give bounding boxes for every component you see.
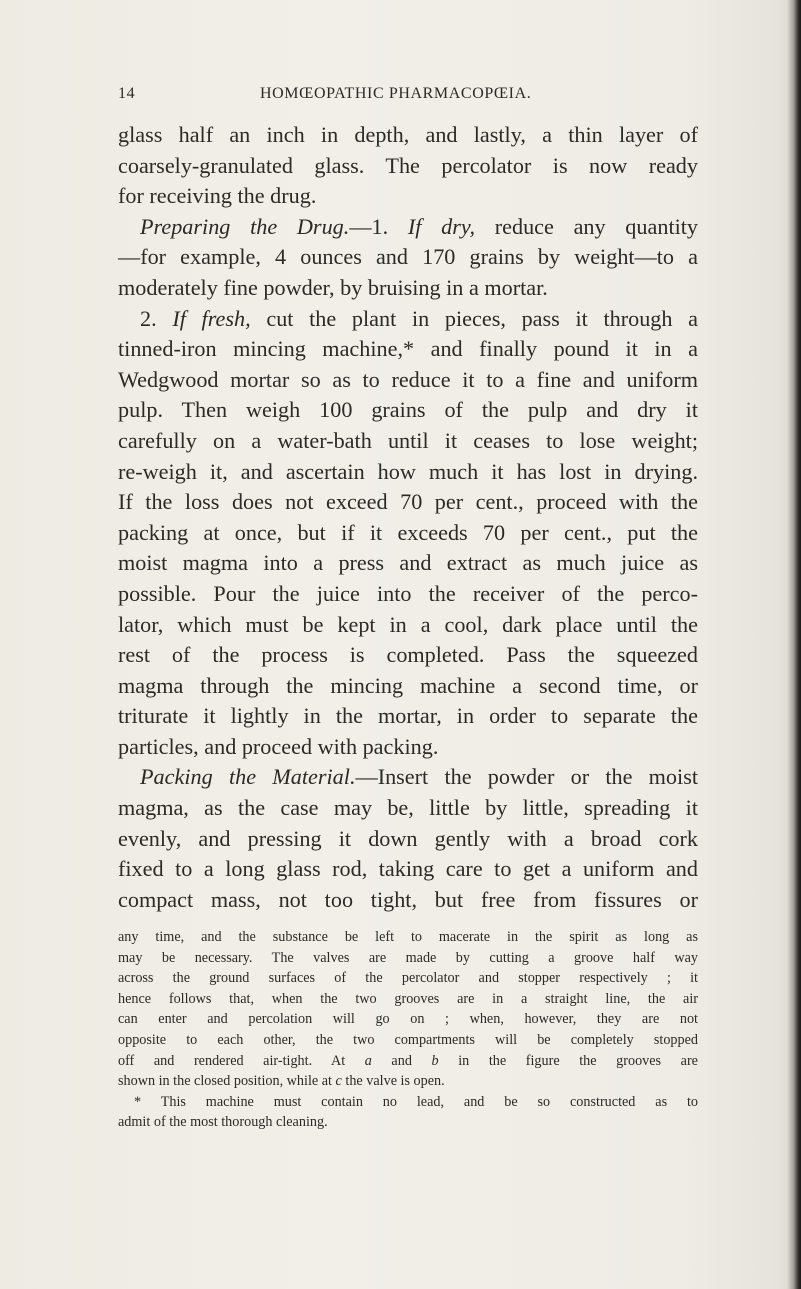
text-line: coarsely-granulated glass. The percolator is now ready [118, 152, 698, 178]
text-line: possible. Pour the juice into the receiver of the perco- [118, 580, 698, 606]
footnote-line: opposite to each other, the two compartments will be completely stopped [118, 1031, 698, 1048]
text-line: magma, as the case may be, little by little, spreading it [118, 795, 698, 821]
footnote-line: shown in the closed position, while at c the valve is open. [118, 1073, 445, 1090]
section-heading-line: Preparing the Drug.—1. If dry, reduce any quantity [140, 213, 699, 239]
section-heading-preparing: Preparing the Drug. [140, 213, 350, 239]
text-line: particles, and proceed with packing. [118, 733, 439, 759]
text-line: re-weigh it, and ascertain how much it has lost in drying. [118, 458, 698, 484]
text-line: triturate it lightly in the mortar, in order to separate the [118, 703, 698, 729]
footnote-line: across the ground surfaces of the percolator and stopper respectively ; it [118, 970, 698, 987]
section-heading-packing: Packing the Material. [140, 764, 356, 790]
text-line: pulp. Then weigh 100 grains of the pulp and dry it [118, 397, 698, 423]
text-line: If the loss does not exceed 70 per cent., proceed with the [118, 489, 698, 515]
text-line: packing at once, but if it exceeds 70 per cent., put the [118, 519, 698, 545]
text-line: compact mass, not too tight, but free from fissures or [118, 886, 698, 912]
footnote-line: * This machine must contain no lead, and be so constructed as to [134, 1093, 698, 1110]
text-line: Wedgwood mortar so as to reduce it to a fine and uniform [118, 366, 698, 392]
text-line: glass half an inch in depth, and lastly, a thin layer of [118, 122, 698, 147]
text-line: fixed to a long glass rod, taking care to get a uniform and [118, 856, 698, 882]
text-line: carefully on a water-bath until it ceases to lose weight; [118, 427, 698, 453]
footnotes [118, 927, 698, 1133]
footnote-line: hence follows that, when the two grooves are in a straight line, the air [118, 990, 698, 1007]
footnote-line: off and rendered air-tight. At a and b in the figure the grooves are [118, 1052, 698, 1069]
section-heading-line: Packing the Material.—Insert the powder or the moist [140, 764, 698, 790]
emphasis: If fresh, [172, 305, 251, 331]
text-line: rest of the process is completed. Pass the squeezed [118, 642, 698, 668]
footnote-line: may be necessary. The valves are made by cutting a groove half way [118, 949, 698, 966]
text-line: evenly, and pressing it down gently with a broad cork [118, 825, 698, 851]
text-line: for receiving the drug. [118, 183, 317, 209]
main-text [118, 120, 698, 915]
text-line: tinned-iron mincing machine,* and finally pound it in a [118, 336, 698, 362]
running-title: HOMŒOPATHIC PHARMACOPŒIA. [260, 85, 532, 102]
emphasis: If dry, [407, 213, 476, 239]
footnote-line: admit of the most thorough cleaning. [118, 1114, 328, 1131]
footnote-line: any time, and the substance be left to macerate in the spirit as long as [118, 929, 698, 945]
text-line: —for example, 4 ounces and 170 grains by weight—to a [118, 244, 698, 270]
text-line: moist magma into a press and extract as much juice as [118, 550, 698, 576]
binding-edge [787, 0, 801, 1289]
text-line: 2. If fresh, cut the plant in pieces, pass it through a [140, 305, 699, 331]
text-line: moderately fine powder, by bruising in a mortar. [118, 274, 548, 300]
page-header [118, 85, 678, 109]
text-line: magma through the mincing machine a second time, or [118, 672, 698, 698]
footnote-line: can enter and percolation will go on ; when, however, they are not [118, 1011, 698, 1028]
text-line: lator, which must be kept in a cool, dark place until the [118, 611, 698, 637]
page-number: 14 [118, 85, 136, 102]
